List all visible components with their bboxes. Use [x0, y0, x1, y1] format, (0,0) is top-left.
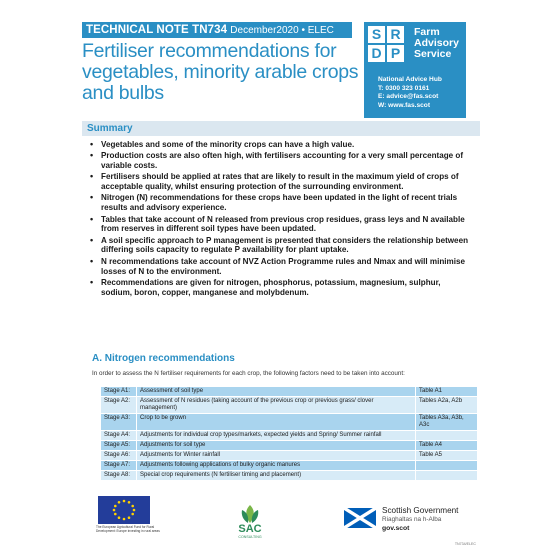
summary-bullet: • Fertilisers should be applied at rates that are likely to result in the maximum yield of crops of acceptable quality, whilst ensuring protection of the surrounding environment. [88, 172, 468, 192]
technical-note-page [82, 14, 480, 548]
logo-letter: R [387, 26, 404, 43]
table-ref-cell: Tables A2a, A2b [416, 397, 478, 414]
sg-gaelic-name: Riaghaltas na h-Alba [382, 516, 442, 523]
sac-consulting-logo [230, 504, 270, 539]
table-ref-cell [416, 471, 478, 481]
scottish-government-text [382, 506, 458, 533]
table-ref-cell [416, 431, 478, 441]
summary-bullets [88, 140, 468, 299]
table-row [101, 414, 478, 431]
summary-bullet: • N recommendations take account of NVZ Action Programme rules and Nmax and will minimise losses of N to the environment. [88, 257, 468, 277]
sac-leaf-icon [233, 504, 267, 524]
summary-bullet: • Tables that take account of N released from previous crop residues, grass leys and N available from reserves in different soil types have been updated. [88, 215, 468, 235]
document-reference: TN734/ELEC [454, 542, 476, 546]
table-ref-cell: Table A1 [416, 387, 478, 397]
stage-cell: Stage A3: [101, 414, 137, 431]
stage-cell: Stage A5: [101, 441, 137, 451]
eu-funding-logo [96, 496, 160, 533]
summary-heading: Summary [82, 121, 480, 136]
nitrogen-stages-table [100, 386, 478, 481]
description-cell: Adjustments for individual crop types/markets, expected yields and Spring/ Summer rainfall [137, 431, 416, 441]
description-cell: Assessment of N residues (taking account of the previous crop or previous grass/ clover management) [137, 397, 416, 414]
fas-name [414, 27, 459, 60]
note-label: TECHNICAL NOTE TN734 [86, 24, 228, 36]
eu-flag-icon [98, 496, 150, 524]
sg-english-name: Scottish Government [382, 506, 459, 515]
sac-name: SAC [238, 523, 262, 535]
description-cell: Crop to be grown [137, 414, 416, 431]
table-ref-cell: Tables A3a, A3b, A3c [416, 414, 478, 431]
stage-cell: Stage A1: [101, 387, 137, 397]
description-cell: Special crop requirements (N fertiliser timing and placement) [137, 471, 416, 481]
logo-letter: P [387, 45, 404, 62]
fas-panel [364, 22, 466, 118]
table-row [101, 431, 478, 441]
description-cell: Adjustments following applications of bulky organic manures [137, 461, 416, 471]
hub-phone[interactable]: T: 0300 323 0161 [378, 84, 430, 92]
hub-web[interactable]: W: www.fas.scot [378, 101, 431, 109]
technical-note-bar [82, 22, 352, 38]
sac-subtitle: CONSULTING [238, 535, 262, 539]
sg-url[interactable]: gov.scot [382, 525, 410, 532]
description-cell: Adjustments for Winter rainfall [137, 451, 416, 461]
table-row [101, 451, 478, 461]
table-ref-cell [416, 461, 478, 471]
advice-hub-contacts [378, 76, 442, 110]
section-a-heading: A. Nitrogen recommendations [92, 353, 235, 364]
description-cell: Assessment of soil type [137, 387, 416, 397]
stage-cell: Stage A2: [101, 397, 137, 414]
srdp-logo [368, 26, 408, 62]
section-a-intro: In order to assess the N fertiliser requirements for each crop, the following factors need to be taken into account: [92, 370, 405, 377]
scottish-government-logo [344, 506, 476, 532]
table-row [101, 471, 478, 481]
stage-cell: Stage A4: [101, 431, 137, 441]
summary-bullet: • Vegetables and some of the minority crops can have a high value. [88, 140, 468, 150]
stage-cell: Stage A7: [101, 461, 137, 471]
stage-cell: Stage A6: [101, 451, 137, 461]
logo-letter: D [368, 45, 385, 62]
table-ref-cell: Table A5 [416, 451, 478, 461]
table-row [101, 387, 478, 397]
description-cell: Adjustments for soil type [137, 441, 416, 451]
fas-name-line: Service [414, 48, 452, 60]
fas-name-line: Farm [414, 26, 440, 38]
logo-letter: S [368, 26, 385, 43]
summary-bullet: • A soil specific approach to P management is presented that considers the relationship between differing soils capacity to regulate P availability for plant uptake. [88, 236, 468, 256]
hub-email[interactable]: E: advice@fas.scot [378, 93, 439, 100]
page-title: Fertiliser recommendations for vegetables, minority arable crops and bulbs [82, 40, 359, 104]
saltire-flag-icon [344, 508, 376, 528]
fas-name-line: Advisory [414, 37, 459, 49]
summary-bullet: • Production costs are also often high, with fertilisers accounting for a very small percentage of variable costs. [88, 151, 468, 171]
note-date: December2020 • ELEC [230, 25, 334, 36]
table-row [101, 461, 478, 471]
table-row [101, 397, 478, 414]
eu-funding-text: The European Agricultural Fund for Rural Development: Europe investing in rural areas [96, 525, 160, 533]
hub-title: National Advice Hub [378, 76, 442, 83]
table-row [101, 441, 478, 451]
table-ref-cell: Table A4 [416, 441, 478, 451]
summary-bullet: • Nitrogen (N) recommendations for these crops have been updated in the light of recent trials results and advisory experience. [88, 193, 468, 213]
summary-bullet: • Recommendations are given for nitrogen, phosphorus, potassium, magnesium, sulphur, sodium, boron, copper, manganese and molybdenum. [88, 278, 468, 298]
stage-cell: Stage A8: [101, 471, 137, 481]
